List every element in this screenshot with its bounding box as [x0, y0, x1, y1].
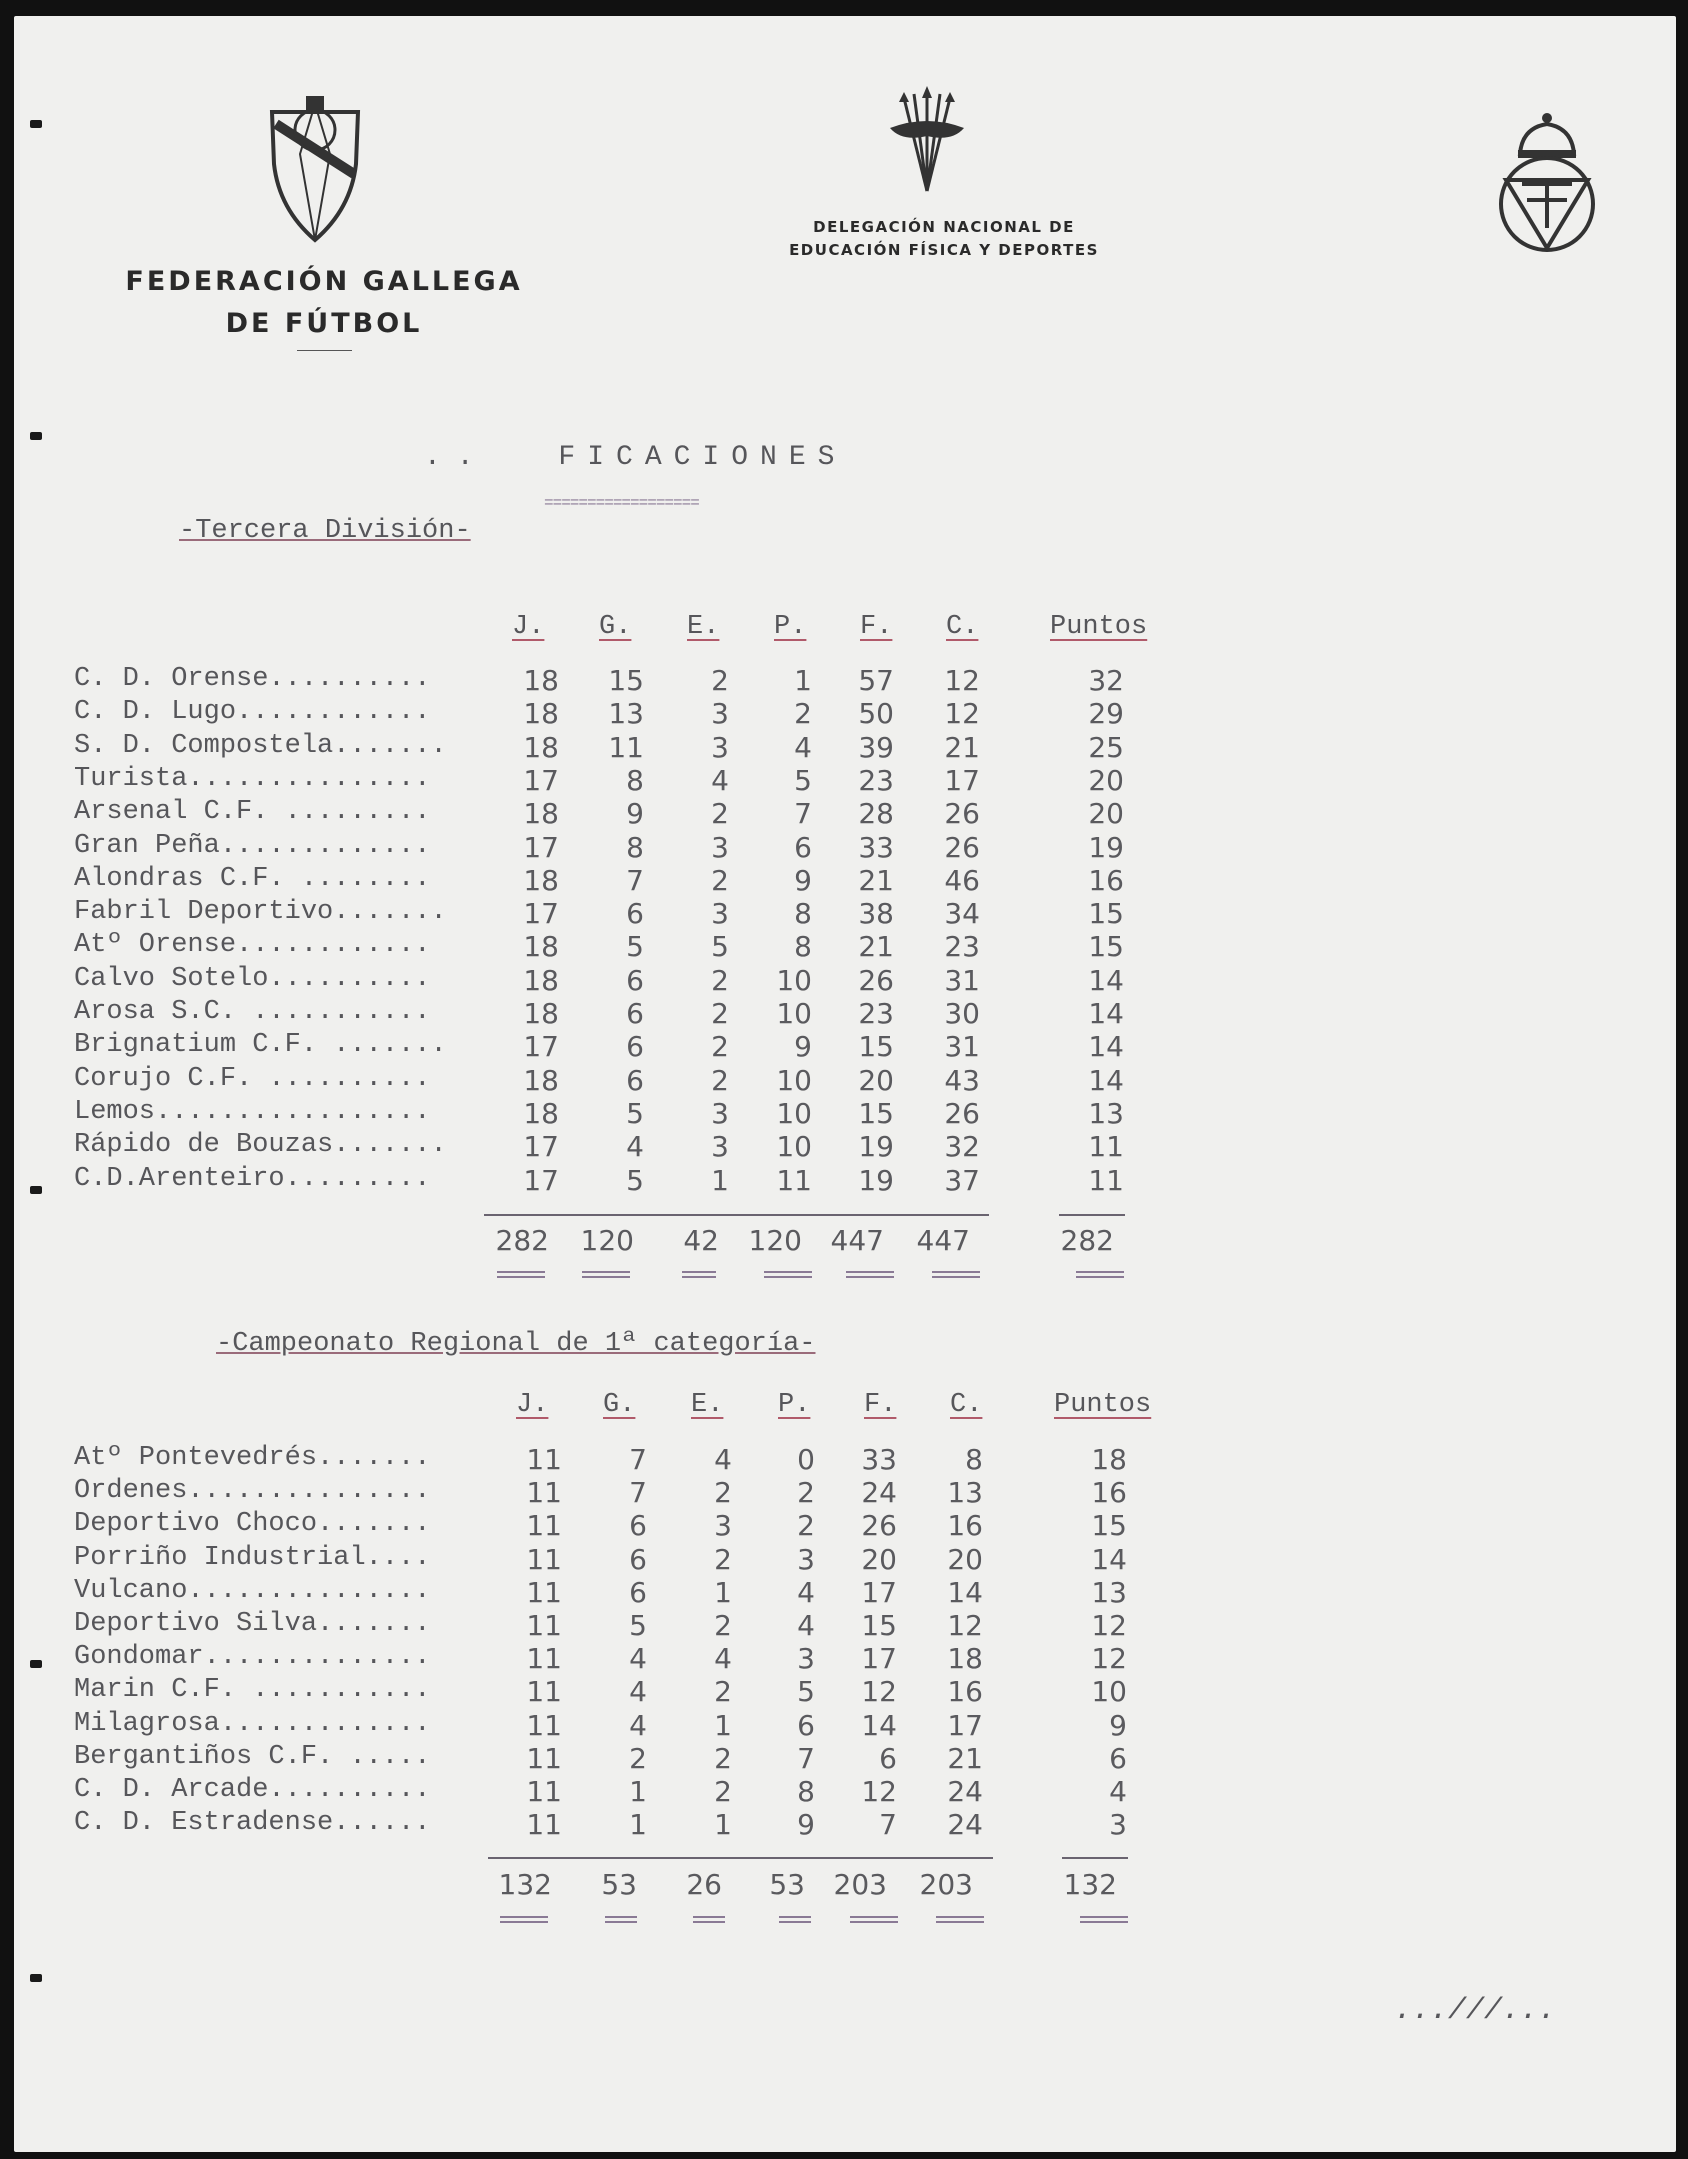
stat-e: 2 — [711, 1030, 729, 1064]
stat-p: 4 — [797, 1609, 815, 1642]
stat-c: 31 — [944, 963, 980, 997]
stat-f: 19 — [858, 1130, 894, 1164]
total-double-rule — [682, 1271, 716, 1278]
stat-g: 7 — [629, 1443, 647, 1476]
team-name: Porriño Industrial.... — [74, 1542, 431, 1573]
total-f: 447 — [830, 1224, 884, 1257]
stat-e: 3 — [714, 1509, 732, 1543]
stat-g: 5 — [626, 1096, 644, 1130]
stat-j: 17 — [523, 1163, 559, 1197]
stat-g: 6 — [629, 1575, 647, 1609]
stat-g: 6 — [626, 1063, 644, 1097]
team-name: Calvo Sotelo.......... — [74, 963, 431, 994]
stat-e: 2 — [711, 863, 729, 897]
stat-g: 6 — [626, 997, 644, 1030]
total-pts: 282 — [1060, 1224, 1114, 1257]
tercera-sum-line-pts — [1059, 1214, 1125, 1216]
team-name: Atº Orense............ — [74, 930, 431, 961]
binder-mark — [30, 432, 42, 440]
stat-p: 6 — [797, 1708, 815, 1742]
stat-f: 20 — [861, 1542, 897, 1576]
stat-c: 46 — [944, 863, 980, 897]
team-name: C. D. Estradense...... — [74, 1808, 431, 1839]
col-header-g: G. — [599, 612, 632, 642]
stat-g: 6 — [626, 897, 644, 931]
stat-g: 13 — [608, 697, 644, 731]
stat-e: 3 — [711, 897, 729, 931]
stat-j: 17 — [523, 1030, 559, 1064]
team-name: Atº Pontevedrés....... — [74, 1443, 431, 1473]
stat-j: 18 — [523, 863, 559, 897]
stat-f: 17 — [861, 1575, 897, 1609]
stat-p: 3 — [797, 1642, 815, 1676]
stat-g: 5 — [629, 1609, 647, 1642]
total-e: 42 — [683, 1224, 719, 1257]
stat-e: 2 — [714, 1476, 732, 1510]
stat-g: 4 — [626, 1130, 644, 1164]
total-j: 282 — [495, 1224, 549, 1257]
total-e: 26 — [686, 1868, 722, 1901]
binder-mark — [30, 1660, 42, 1668]
team-name: Deportivo Silva....... — [74, 1609, 431, 1639]
total-p: 53 — [769, 1868, 805, 1901]
stat-p: 11 — [776, 1163, 812, 1197]
federation-shield-logo — [266, 94, 364, 244]
stat-c: 23 — [944, 930, 980, 964]
team-name: Turista............... — [74, 763, 431, 794]
stat-pts: 15 — [1091, 1509, 1127, 1543]
stat-p: 5 — [797, 1675, 815, 1709]
binder-mark — [30, 1974, 42, 1982]
stat-g: 4 — [629, 1642, 647, 1676]
page-continuation-marker: ...///... — [1394, 1994, 1557, 2028]
stat-e: 4 — [714, 1642, 732, 1676]
col-header-c: C. — [950, 1390, 983, 1420]
stat-f: 57 — [858, 664, 894, 697]
stat-f: 33 — [861, 1443, 897, 1476]
team-name: C.D.Arenteiro......... — [74, 1163, 431, 1194]
col-header-puntos: Puntos — [1050, 612, 1148, 642]
stat-c: 37 — [944, 1163, 980, 1197]
stat-e: 3 — [711, 830, 729, 864]
stat-pts: 16 — [1088, 863, 1124, 897]
section-title-tercera: -Tercera División- — [179, 516, 471, 546]
stat-f: 39 — [858, 730, 894, 764]
stat-f: 19 — [858, 1163, 894, 1197]
stat-e: 2 — [714, 1542, 732, 1576]
stat-j: 18 — [523, 697, 559, 731]
stat-p: 2 — [797, 1509, 815, 1543]
col-header-f: F. — [860, 612, 893, 642]
tercera-sum-line — [484, 1214, 989, 1216]
total-j: 132 — [498, 1868, 552, 1901]
team-name: Arosa S.C. ........... — [74, 997, 431, 1027]
stat-c: 13 — [947, 1476, 983, 1510]
stat-j: 18 — [523, 797, 559, 831]
stat-c: 20 — [947, 1542, 983, 1576]
col-header-f: F. — [864, 1390, 897, 1420]
stat-p: 2 — [797, 1476, 815, 1510]
total-double-rule — [850, 1916, 898, 1923]
stat-p: 2 — [794, 697, 812, 731]
stat-c: 17 — [944, 763, 980, 797]
team-name: Ordenes............... — [74, 1476, 431, 1507]
stat-f: 21 — [858, 863, 894, 897]
total-c: 447 — [916, 1224, 970, 1257]
stat-pts: 14 — [1091, 1542, 1127, 1576]
team-name: Bergantiños C.F. ..... — [74, 1741, 431, 1772]
col-header-puntos: Puntos — [1054, 1390, 1152, 1420]
stat-c: 12 — [947, 1609, 983, 1642]
team-name: C. D. Arcade.......... — [74, 1775, 431, 1805]
stat-pts: 16 — [1091, 1476, 1127, 1510]
stat-g: 6 — [629, 1542, 647, 1576]
total-g: 53 — [601, 1868, 637, 1901]
stat-j: 17 — [523, 897, 559, 931]
delegation-name — [734, 216, 1154, 262]
stat-g: 11 — [608, 730, 644, 764]
stat-j: 11 — [526, 1775, 562, 1808]
stat-c: 18 — [947, 1642, 983, 1676]
yoke-arrows-emblem — [882, 86, 972, 196]
stat-p: 8 — [794, 930, 812, 964]
stat-c: 26 — [944, 830, 980, 864]
stat-c: 26 — [944, 797, 980, 831]
stat-c: 30 — [944, 997, 980, 1030]
stat-g: 6 — [626, 1030, 644, 1064]
stat-f: 21 — [858, 930, 894, 964]
stat-g: 5 — [626, 930, 644, 964]
binder-mark — [30, 1186, 42, 1194]
stat-pts: 12 — [1091, 1642, 1127, 1676]
regional-sum-line — [488, 1857, 993, 1859]
stat-pts: 19 — [1088, 830, 1124, 864]
stat-f: 12 — [861, 1775, 897, 1808]
total-double-rule — [605, 1916, 637, 1923]
stat-c: 16 — [947, 1509, 983, 1543]
stat-j: 18 — [523, 963, 559, 997]
stat-p: 5 — [794, 763, 812, 797]
stat-e: 3 — [711, 697, 729, 731]
federation-underline — [297, 350, 352, 351]
stat-e: 2 — [714, 1609, 732, 1642]
stat-pts: 14 — [1088, 997, 1124, 1030]
stat-c: 17 — [947, 1708, 983, 1742]
stat-c: 26 — [944, 1096, 980, 1130]
stat-p: 3 — [797, 1542, 815, 1576]
stat-f: 26 — [861, 1509, 897, 1543]
stat-e: 1 — [714, 1708, 732, 1742]
stat-f: 20 — [858, 1063, 894, 1097]
team-name: S. D. Compostela....... — [74, 730, 447, 761]
stat-pts: 11 — [1088, 1130, 1124, 1164]
stat-pts: 14 — [1088, 1030, 1124, 1064]
stat-c: 32 — [944, 1130, 980, 1164]
stat-e: 4 — [714, 1443, 732, 1476]
total-double-rule — [582, 1271, 630, 1278]
stat-pts: 3 — [1109, 1808, 1127, 1842]
stat-e: 2 — [711, 1063, 729, 1097]
stat-g: 6 — [626, 963, 644, 997]
stat-e: 3 — [711, 730, 729, 764]
stat-j: 11 — [526, 1642, 562, 1676]
section-title-regional: -Campeonato Regional de 1ª categoría- — [216, 1329, 816, 1359]
stat-e: 2 — [714, 1675, 732, 1709]
stat-p: 9 — [794, 1030, 812, 1064]
team-name: Marin C.F. ........... — [74, 1675, 431, 1706]
col-header-e: E. — [687, 612, 720, 642]
stat-j: 11 — [526, 1808, 562, 1842]
stat-j: 11 — [526, 1708, 562, 1742]
col-header-g: G. — [603, 1390, 636, 1420]
federation-line-1: FEDERACIÓN GALLEGA — [125, 266, 523, 297]
team-name: Fabril Deportivo....... — [74, 897, 447, 928]
stat-f: 17 — [861, 1642, 897, 1676]
stat-j: 11 — [526, 1609, 562, 1642]
stat-pts: 18 — [1091, 1443, 1127, 1476]
stat-g: 8 — [626, 763, 644, 797]
stat-j: 11 — [526, 1675, 562, 1709]
stat-pts: 20 — [1088, 763, 1124, 797]
stat-f: 38 — [858, 897, 894, 931]
stat-g: 7 — [626, 863, 644, 897]
total-p: 120 — [748, 1224, 802, 1257]
team-name: Vulcano............... — [74, 1575, 431, 1606]
title-text: FICACIONES — [558, 442, 847, 473]
stat-e: 4 — [711, 763, 729, 797]
title-dots: .. — [424, 442, 490, 473]
col-header-j: J. — [512, 612, 545, 642]
stat-f: 14 — [861, 1708, 897, 1742]
total-g: 120 — [580, 1224, 634, 1257]
stat-e: 2 — [711, 797, 729, 831]
stat-c: 16 — [947, 1675, 983, 1709]
delegation-line-1: DELEGACIÓN NACIONAL DE — [813, 218, 1075, 236]
stat-e: 2 — [711, 997, 729, 1030]
stat-g: 8 — [626, 830, 644, 864]
col-header-j: J. — [516, 1390, 549, 1420]
stat-j: 18 — [523, 1096, 559, 1130]
total-double-rule — [1080, 1916, 1128, 1923]
regional-sum-line-pts — [1062, 1857, 1128, 1859]
team-name: Milagrosa............. — [74, 1708, 431, 1739]
stat-p: 7 — [797, 1741, 815, 1775]
total-double-rule — [500, 1916, 548, 1923]
stat-j: 11 — [526, 1575, 562, 1609]
total-double-rule — [1076, 1271, 1124, 1278]
stat-pts: 14 — [1088, 1063, 1124, 1097]
stat-pts: 12 — [1091, 1609, 1127, 1642]
stat-pts: 32 — [1088, 664, 1124, 697]
document-title — [424, 442, 846, 473]
stat-e: 1 — [714, 1575, 732, 1609]
stat-g: 6 — [629, 1509, 647, 1543]
total-double-rule — [764, 1271, 812, 1278]
stat-f: 26 — [858, 963, 894, 997]
stat-j: 11 — [526, 1476, 562, 1510]
stat-e: 1 — [711, 1163, 729, 1197]
stat-pts: 9 — [1109, 1708, 1127, 1742]
stat-pts: 14 — [1088, 963, 1124, 997]
team-name: Alondras C.F. ........ — [74, 863, 431, 894]
total-f: 203 — [833, 1868, 887, 1901]
stat-pts: 11 — [1088, 1163, 1124, 1197]
col-header-c: C. — [946, 612, 979, 642]
stat-p: 4 — [794, 730, 812, 764]
stat-e: 2 — [714, 1741, 732, 1775]
stat-j: 17 — [523, 763, 559, 797]
delegation-line-2: EDUCACIÓN FÍSICA Y DEPORTES — [789, 241, 1099, 259]
col-header-p: P. — [774, 612, 807, 642]
stat-p: 8 — [794, 897, 812, 931]
stat-g: 4 — [629, 1708, 647, 1742]
stat-pts: 20 — [1088, 797, 1124, 831]
stat-pts: 15 — [1088, 930, 1124, 964]
stat-pts: 4 — [1109, 1775, 1127, 1808]
total-double-rule — [497, 1271, 545, 1278]
stat-f: 15 — [858, 1030, 894, 1064]
stat-j: 11 — [526, 1542, 562, 1576]
stat-j: 11 — [526, 1443, 562, 1476]
team-name: Brignatium C.F. ....... — [74, 1030, 447, 1061]
stat-j: 18 — [523, 1063, 559, 1097]
stat-g: 2 — [629, 1741, 647, 1775]
stat-g: 15 — [608, 664, 644, 697]
stat-c: 31 — [944, 1030, 980, 1064]
stat-p: 4 — [797, 1575, 815, 1609]
stat-g: 9 — [626, 797, 644, 831]
stat-e: 3 — [711, 1096, 729, 1130]
stat-p: 10 — [776, 963, 812, 997]
team-name: Rápido de Bouzas....... — [74, 1130, 447, 1161]
stat-pts: 25 — [1088, 730, 1124, 764]
stat-g: 4 — [629, 1675, 647, 1709]
stat-p: 1 — [794, 664, 812, 697]
document-page — [14, 16, 1676, 2152]
stat-g: 7 — [629, 1476, 647, 1510]
stat-j: 18 — [523, 997, 559, 1030]
stat-c: 34 — [944, 897, 980, 931]
stat-f: 28 — [858, 797, 894, 831]
stat-p: 7 — [794, 797, 812, 831]
stat-c: 8 — [965, 1443, 983, 1476]
stat-c: 24 — [947, 1808, 983, 1842]
title-double-rule: ================== — [544, 494, 699, 512]
stat-j: 18 — [523, 664, 559, 697]
stat-c: 24 — [947, 1775, 983, 1808]
stat-e: 2 — [714, 1775, 732, 1808]
stat-pts: 13 — [1091, 1575, 1127, 1609]
col-header-e: E. — [691, 1390, 724, 1420]
team-name: Lemos................. — [74, 1096, 431, 1127]
stat-c: 21 — [944, 730, 980, 764]
stat-j: 11 — [526, 1509, 562, 1543]
federation-name — [119, 261, 529, 345]
stat-c: 12 — [944, 664, 980, 697]
stat-c: 14 — [947, 1575, 983, 1609]
team-name: C. D. Orense.......... — [74, 664, 431, 694]
stat-pts: 10 — [1091, 1675, 1127, 1709]
stat-e: 2 — [711, 664, 729, 697]
stat-p: 0 — [797, 1443, 815, 1476]
total-double-rule — [779, 1916, 811, 1923]
stat-g: 1 — [629, 1775, 647, 1808]
stat-pts: 13 — [1088, 1096, 1124, 1130]
stat-p: 10 — [776, 997, 812, 1030]
total-double-rule — [846, 1271, 894, 1278]
stat-j: 18 — [523, 930, 559, 964]
total-pts: 132 — [1063, 1868, 1117, 1901]
stat-f: 24 — [861, 1476, 897, 1510]
stat-p: 10 — [776, 1063, 812, 1097]
federation-line-2: DE FÚTBOL — [225, 308, 423, 339]
col-header-p: P. — [778, 1390, 811, 1420]
stat-pts: 15 — [1088, 897, 1124, 931]
stat-f: 23 — [858, 997, 894, 1030]
stat-pts: 29 — [1088, 697, 1124, 731]
team-name: Deportivo Choco....... — [74, 1509, 431, 1540]
stat-f: 12 — [861, 1675, 897, 1709]
stat-e: 2 — [711, 963, 729, 997]
total-c: 203 — [919, 1868, 973, 1901]
stat-pts: 6 — [1109, 1741, 1127, 1775]
stat-g: 5 — [626, 1163, 644, 1197]
team-name: Gondomar.............. — [74, 1642, 431, 1673]
stat-j: 18 — [523, 730, 559, 764]
stat-c: 12 — [944, 697, 980, 731]
stat-e: 3 — [711, 1130, 729, 1164]
stat-j: 17 — [523, 1130, 559, 1164]
stat-f: 15 — [858, 1096, 894, 1130]
stat-c: 43 — [944, 1063, 980, 1097]
crowned-emblem — [1492, 108, 1602, 258]
total-double-rule — [693, 1916, 725, 1923]
stat-j: 11 — [526, 1741, 562, 1775]
stat-f: 23 — [858, 763, 894, 797]
total-double-rule — [936, 1916, 984, 1923]
stat-p: 10 — [776, 1130, 812, 1164]
stat-f: 50 — [858, 697, 894, 731]
stat-j: 17 — [523, 830, 559, 864]
stat-g: 1 — [629, 1808, 647, 1842]
stat-f: 7 — [879, 1808, 897, 1842]
stat-p: 8 — [797, 1775, 815, 1808]
stat-e: 1 — [714, 1808, 732, 1842]
stat-p: 10 — [776, 1096, 812, 1130]
stat-p: 6 — [794, 830, 812, 864]
stat-c: 21 — [947, 1741, 983, 1775]
stat-f: 6 — [879, 1741, 897, 1775]
team-name: C. D. Lugo............ — [74, 697, 431, 728]
stat-p: 9 — [794, 863, 812, 897]
team-name: Corujo C.F. .......... — [74, 1063, 431, 1094]
stat-p: 9 — [797, 1808, 815, 1842]
stat-e: 5 — [711, 930, 729, 964]
binder-mark — [30, 120, 42, 128]
total-double-rule — [932, 1271, 980, 1278]
team-name: Arsenal C.F. ......... — [74, 797, 431, 828]
team-name: Gran Peña............. — [74, 830, 431, 861]
stat-f: 15 — [861, 1609, 897, 1642]
stat-f: 33 — [858, 830, 894, 864]
